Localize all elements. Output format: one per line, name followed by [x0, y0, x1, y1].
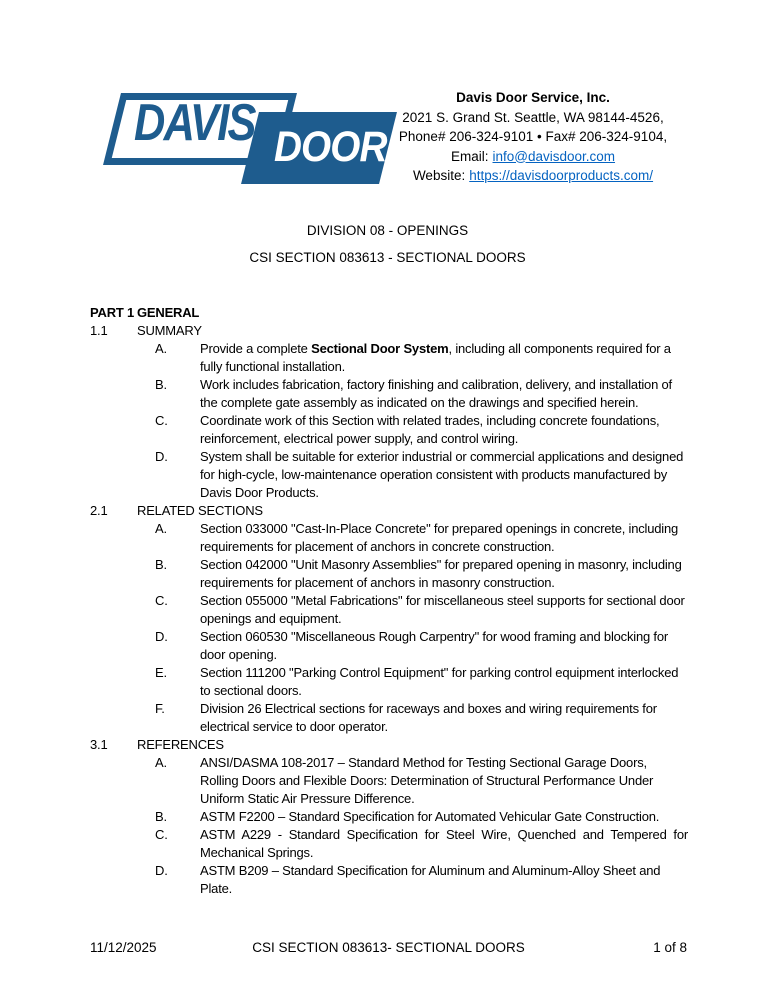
- outline-item: [90, 808, 688, 826]
- item-text: [200, 448, 688, 502]
- outline-item: [90, 754, 688, 808]
- item-letter: F.: [155, 701, 165, 716]
- document-titles: [0, 217, 775, 271]
- email-label: Email:: [450, 148, 489, 164]
- item-text-segment: Division 26 Electrical sections for raceways and boxes and wiring requirements for electrical service to door operator.: [200, 701, 657, 734]
- website-link[interactable]: https://davisdoorproducts.com/: [469, 168, 654, 183]
- outline-sections: [90, 322, 688, 898]
- item-text: [200, 628, 688, 664]
- item-letter: C.: [155, 593, 168, 608]
- outline-item: [90, 556, 688, 592]
- part-heading: [90, 304, 688, 322]
- item-text-bold-segment: Sectional Door System: [311, 341, 449, 356]
- item-letter: D.: [155, 863, 168, 878]
- item-letter: B.: [155, 557, 167, 572]
- item-text: [200, 826, 688, 862]
- outline-item: [90, 520, 688, 556]
- item-text-segment: Section 042000 "Unit Masonry Assemblies" for prepared opening in masonry, including requirements for placement of anchors in masonry construction.: [200, 557, 682, 590]
- item-text: [200, 340, 688, 376]
- item-text-segment: Provide a complete: [200, 341, 312, 356]
- item-letter: A.: [155, 341, 167, 356]
- outline-item: [90, 862, 688, 898]
- item-text: [200, 520, 688, 556]
- outline-item: [90, 664, 688, 700]
- item-letter: A.: [155, 755, 167, 770]
- company-address: 2021 S. Grand St. Seattle, WA 98144-4526,: [402, 109, 664, 125]
- item-letter: B.: [155, 377, 167, 392]
- division-title: DIVISION 08 - OPENINGS: [306, 223, 469, 238]
- website-line: [373, 166, 693, 186]
- outline-item: [90, 628, 688, 664]
- outline-item: [90, 376, 688, 412]
- email-link[interactable]: info@davisdoor.com: [492, 148, 616, 164]
- item-text: [200, 862, 688, 898]
- item-text: [200, 556, 688, 592]
- item-text-segment: System shall be suitable for exterior industrial or commercial applications and designed for high-cycle, low-maintenance operation consistent with products manufactured by Davis Door Products.: [200, 449, 684, 500]
- section-number: 2.1: [90, 503, 108, 518]
- item-letter: C.: [155, 827, 168, 842]
- logo-door-text: DOOR: [274, 123, 387, 171]
- item-text-segment: Section 055000 "Metal Fabrications" for miscellaneous steel supports for sectional door openings and equipment.: [200, 593, 685, 626]
- item-text-segment: Section 033000 "Cast-In-Place Concrete" for prepared openings in concrete, including requirements for placement of anchors in concrete construction.: [200, 521, 679, 554]
- item-letter: C.: [155, 413, 168, 428]
- footer-page-number: 1 of 8: [653, 940, 687, 955]
- item-letter: B.: [155, 809, 167, 824]
- item-text-segment: Coordinate work of this Section with related trades, including concrete foundations, reinforcement, electrical power supply, and control wiring.: [200, 413, 660, 446]
- part-number: PART 1: [90, 305, 135, 320]
- section-title: SUMMARY: [137, 323, 202, 338]
- section-title: REFERENCES: [137, 737, 224, 752]
- section-title: RELATED SECTIONS: [137, 503, 263, 518]
- outline-item: [90, 412, 688, 448]
- section-number: 3.1: [90, 737, 108, 752]
- outline-item: [90, 340, 688, 376]
- item-letter: D.: [155, 629, 168, 644]
- csi-section-title: CSI SECTION 083613 - SECTIONAL DOORS: [249, 250, 526, 265]
- item-text: [200, 700, 688, 736]
- item-letter: E.: [155, 665, 167, 680]
- footer-section-title: CSI SECTION 083613- SECTIONAL DOORS: [252, 940, 525, 955]
- item-text: [200, 412, 688, 448]
- website-label: Website:: [412, 168, 466, 183]
- company-contact-block: [373, 88, 693, 186]
- outline-item: [90, 826, 688, 862]
- outline-item: [90, 592, 688, 628]
- company-name: Davis Door Service, Inc.: [456, 90, 610, 105]
- outline-item: [90, 448, 688, 502]
- part-title: GENERAL: [137, 305, 200, 320]
- company-phone-fax: Phone# 206-324-9101 • Fax# 206-324-9104,: [398, 129, 668, 144]
- section-heading: [90, 736, 688, 754]
- item-text-segment: ANSI/DASMA 108-2017 – Standard Method for Testing Sectional Garage Doors, Rolling Doors and Flexible Doors: Determination of Structural Performance Under Uniform Static Air Pressure Difference.: [200, 755, 654, 806]
- page-footer: [90, 939, 687, 957]
- section-heading: [90, 322, 688, 340]
- item-text: [200, 808, 688, 826]
- section-number: 1.1: [90, 323, 108, 338]
- item-text-segment: Section 111200 "Parking Control Equipment" for parking control equipment interlocked to sectional doors.: [200, 665, 679, 698]
- item-text-segment: ASTM B209 – Standard Specification for Aluminum and Aluminum-Alloy Sheet and Plate.: [200, 863, 661, 896]
- logo-davis-text: DAVIS: [134, 92, 255, 152]
- item-text-segment: , including all components required for a fully functional installation.: [200, 341, 671, 374]
- item-text-segment: Work includes fabrication, factory finishing and calibration, delivery, and installation of the complete gate assembly as indicated on the drawings and specified herein.: [200, 377, 672, 410]
- item-text: [200, 664, 688, 700]
- item-text-segment: Section 060530 "Miscellaneous Rough Carpentry" for wood framing and blocking for door opening.: [200, 629, 669, 662]
- outline-item: [90, 700, 688, 736]
- item-text-segment: ASTM A229 - Standard Specification for Steel Wire, Quenched and Tempered for Mechanical Springs.: [200, 827, 688, 860]
- item-text-segment: ASTM F2200 – Standard Specification for Automated Vehicular Gate Construction.: [200, 809, 660, 824]
- item-text: [200, 376, 688, 412]
- item-text: [200, 754, 688, 808]
- item-letter: A.: [155, 521, 167, 536]
- specification-body: [90, 304, 688, 898]
- email-line: [373, 147, 693, 167]
- section-heading: [90, 502, 688, 520]
- item-letter: D.: [155, 449, 168, 464]
- footer-date: 11/12/2025: [90, 940, 157, 955]
- item-text: [200, 592, 688, 628]
- davis-door-logo: [104, 90, 414, 200]
